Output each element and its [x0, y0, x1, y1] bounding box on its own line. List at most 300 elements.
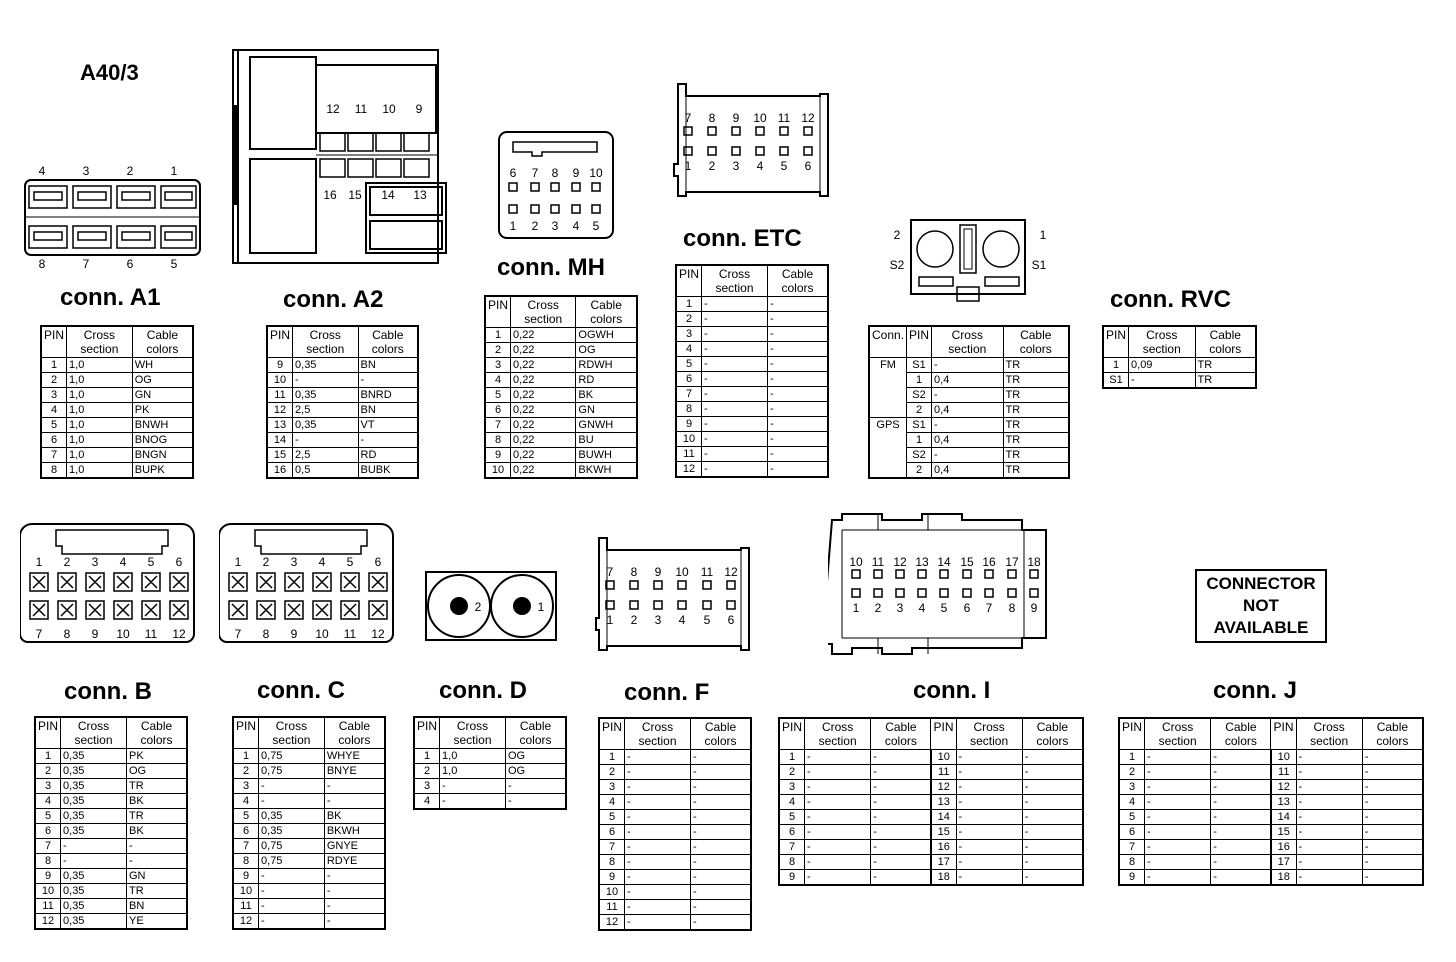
i-pin-11-label: 11: [871, 555, 885, 569]
c-pin-2-label: 2: [262, 555, 270, 569]
table-cell: 6: [1119, 825, 1145, 840]
f-pin-7-label: 7: [606, 565, 614, 579]
table-cell: 9: [779, 870, 805, 886]
header-cross-section: Cross section: [702, 265, 768, 297]
header-cross-section: Cross section: [511, 296, 576, 328]
table-cell: GN: [576, 403, 637, 418]
table-cell: -: [1362, 765, 1423, 780]
table-cell: 4: [233, 794, 259, 809]
table-row: [233, 794, 385, 809]
b-pin-8-label: 8: [63, 627, 71, 641]
table-cell: -: [1022, 855, 1083, 870]
table-cell: 0,22: [511, 448, 576, 463]
table-cell: BN: [358, 358, 418, 373]
table-cell: -: [1296, 870, 1362, 886]
table-cell: 1: [485, 328, 511, 343]
table-cell: 1,0: [67, 448, 133, 463]
table-cell: -: [1296, 840, 1362, 855]
d-pin-1-label: 1: [537, 600, 545, 614]
table-cell: 3: [35, 779, 61, 794]
table-cell: -: [805, 840, 871, 855]
table-row: [233, 899, 385, 914]
table-cell: GNWH: [576, 418, 637, 433]
a1-pin-4-label: 4: [38, 164, 46, 178]
table-cell: 11: [267, 388, 293, 403]
etc-pin-5-label: 5: [780, 159, 788, 173]
a1-pin-6-label: 6: [126, 257, 134, 270]
table-cell: BN: [358, 403, 418, 418]
table-row: [599, 900, 751, 915]
table-cell: TR: [1003, 358, 1069, 373]
table-cell: 2: [485, 343, 511, 358]
table-cell: -: [1022, 795, 1083, 810]
header-cross-section: Cross section: [67, 326, 133, 358]
table-cell: -: [324, 869, 385, 884]
table-cell: 8: [599, 855, 625, 870]
table-cell: BN: [127, 899, 188, 914]
table-cell: -: [1362, 810, 1423, 825]
table-cell: -: [871, 765, 931, 780]
table-cell: 2,5: [293, 448, 358, 463]
c-pin-3-label: 3: [290, 555, 298, 569]
table-cell: 0,75: [259, 764, 325, 779]
table-cell: -: [1022, 780, 1083, 795]
table-row: [41, 373, 193, 388]
table-cell: 10: [267, 373, 293, 388]
table-cell: -: [702, 297, 768, 312]
header-cross-section: Cross section: [259, 717, 325, 749]
table-row: [485, 343, 637, 358]
conn-d-title: conn. D: [439, 677, 527, 704]
table-cell: 11: [35, 899, 61, 914]
table-cell: 1,0: [440, 764, 506, 779]
table-cell: -: [1145, 825, 1211, 840]
table-row: [233, 854, 385, 869]
table-cell: 0,4: [932, 463, 1003, 479]
header-cable-colors: Cable colors: [576, 296, 637, 328]
table-cell: 8: [41, 463, 67, 479]
a2-pin-10-label: 10: [382, 102, 396, 116]
table-cell: -: [1145, 870, 1211, 886]
table-cell: 0,35: [61, 749, 127, 764]
i-pin-12-label: 12: [893, 555, 907, 569]
header-pin: PIN: [599, 718, 625, 750]
table-cell: -: [324, 914, 385, 930]
table-cell: -: [625, 855, 691, 870]
table-cell: 10: [233, 884, 259, 899]
header-pin: PIN: [233, 717, 259, 749]
table-cell: -: [805, 780, 871, 795]
etc-pin-12-label: 12: [801, 111, 815, 125]
table-row: [35, 794, 187, 809]
table-cell: WHYE: [324, 749, 385, 764]
table-cell: BU: [576, 433, 637, 448]
header-cable-colors: Cable colors: [127, 717, 188, 749]
table-cell: TR: [127, 884, 188, 899]
table-cell: 11: [676, 447, 702, 462]
table-cell: RDYE: [324, 854, 385, 869]
f-pin-3-label: 3: [654, 613, 662, 627]
table-cell: BUWH: [576, 448, 637, 463]
a1-pin-5-label: 5: [170, 257, 178, 270]
table-row: [779, 840, 1083, 855]
table-cell: BNRD: [358, 388, 418, 403]
header-cross-section: Cross section: [956, 718, 1022, 750]
pin-table-i: [778, 717, 1084, 886]
table-cell: RD: [358, 448, 418, 463]
table-cell: -: [805, 855, 871, 870]
table-cell: 4: [414, 794, 440, 810]
pin-table-rvc: [1102, 325, 1257, 389]
etc-pin-4-label: 4: [756, 159, 764, 173]
connector-fm-gps-diagram: [885, 215, 1055, 312]
table-row: [1103, 373, 1256, 389]
table-row: [1119, 765, 1423, 780]
table-cell: 0,35: [61, 779, 127, 794]
header-cross-section: Cross section: [1296, 718, 1362, 750]
table-row: [599, 855, 751, 870]
a1-pin-1-label: 1: [170, 164, 178, 178]
table-cell: 0,22: [511, 418, 576, 433]
table-row: [485, 358, 637, 373]
table-cell: 0,22: [511, 373, 576, 388]
table-cell: -: [1145, 795, 1211, 810]
table-cell: 1,0: [67, 463, 133, 479]
table-cell: -: [324, 884, 385, 899]
table-cell: -: [871, 870, 931, 886]
table-cell: -: [871, 840, 931, 855]
table-cell: 12: [931, 780, 956, 795]
table-cell: GPS: [869, 418, 907, 433]
c-pin-6-label: 6: [374, 555, 382, 569]
table-cell: 0,22: [511, 403, 576, 418]
table-cell: -: [691, 840, 752, 855]
table-cell: -: [1145, 765, 1211, 780]
table-cell: BK: [127, 824, 188, 839]
table-row: [233, 749, 385, 764]
table-cell: 18: [931, 870, 956, 886]
table-cell: 6: [233, 824, 259, 839]
table-row: [35, 884, 187, 899]
table-cell: OG: [132, 373, 193, 388]
table-row: [233, 779, 385, 794]
table-cell: -: [1145, 750, 1211, 765]
table-cell: 8: [233, 854, 259, 869]
table-cell: BKWH: [576, 463, 637, 479]
table-cell: -: [61, 839, 127, 854]
header-pin: PIN: [1103, 326, 1129, 358]
table-cell: 0,75: [259, 854, 325, 869]
table-row: [779, 765, 1083, 780]
i-pin-1-label: 1: [852, 601, 860, 615]
pin-table-fm-gps: [868, 325, 1070, 479]
table-cell: BKWH: [324, 824, 385, 839]
f-pin-4-label: 4: [678, 613, 686, 627]
table-cell: -: [956, 765, 1022, 780]
table-cell: -: [768, 372, 829, 387]
table-cell: 12: [35, 914, 61, 930]
table-cell: TR: [127, 779, 188, 794]
table-cell: -: [768, 357, 829, 372]
a2-pin-13-label: 13: [413, 188, 427, 202]
conn-a2-title: conn. A2: [283, 286, 384, 313]
etc-pin-1-label: 1: [684, 159, 692, 173]
table-cell: 14: [1271, 810, 1296, 825]
header-pin: PIN: [931, 718, 956, 750]
table-cell: -: [625, 900, 691, 915]
table-cell: -: [805, 765, 871, 780]
table-cell: 14: [267, 433, 293, 448]
header-pin: PIN: [1271, 718, 1296, 750]
etc-pin-10-label: 10: [753, 111, 767, 125]
table-cell: 6: [599, 825, 625, 840]
table-cell: 0,22: [511, 388, 576, 403]
table-cell: 1: [907, 433, 932, 448]
table-cell: 14: [931, 810, 956, 825]
table-row: [1119, 870, 1423, 886]
table-cell: -: [1022, 870, 1083, 886]
table-cell: 1: [676, 297, 702, 312]
f-pin-11-label: 11: [700, 565, 714, 579]
table-row: [35, 869, 187, 884]
table-cell: -: [625, 795, 691, 810]
table-cell: 0,35: [259, 824, 325, 839]
table-row: [267, 358, 418, 373]
table-cell: BK: [324, 809, 385, 824]
table-cell: -: [768, 327, 829, 342]
table-cell: YE: [127, 914, 188, 930]
table-cell: -: [259, 794, 325, 809]
table-cell: 1: [414, 749, 440, 764]
table-cell: 0,5: [293, 463, 358, 479]
table-cell: -: [691, 915, 752, 931]
table-row: [35, 899, 187, 914]
header-cable-colors: Cable colors: [768, 265, 829, 297]
connector-mh-diagram: [495, 128, 620, 245]
table-cell: 12: [1271, 780, 1296, 795]
table-cell: 7: [779, 840, 805, 855]
table-cell: 1: [41, 358, 67, 373]
table-cell: -: [871, 780, 931, 795]
table-row: [485, 373, 637, 388]
table-cell: -: [956, 825, 1022, 840]
mh-pin-5-label: 5: [592, 219, 600, 233]
header-cross-section: Cross section: [61, 717, 127, 749]
table-cell: -: [702, 342, 768, 357]
mh-pin-8-label: 8: [551, 166, 559, 180]
table-cell: -: [625, 780, 691, 795]
mh-pin-2-label: 2: [531, 219, 539, 233]
header-cable-colors: Cable colors: [132, 326, 193, 358]
table-cell: -: [259, 779, 325, 794]
connector-b-diagram: [20, 522, 195, 652]
table-cell: -: [702, 372, 768, 387]
table-cell: 4: [485, 373, 511, 388]
table-cell: -: [1022, 840, 1083, 855]
table-cell: -: [871, 795, 931, 810]
table-cell: 2: [907, 463, 932, 479]
table-cell: -: [702, 387, 768, 402]
table-cell: 13: [931, 795, 956, 810]
table-cell: 2: [907, 403, 932, 418]
f-pin-2-label: 2: [630, 613, 638, 627]
header-pin: PIN: [41, 326, 67, 358]
table-cell: 6: [35, 824, 61, 839]
table-row: [485, 328, 637, 343]
table-cell: 0,35: [61, 884, 127, 899]
table-cell: 1: [35, 749, 61, 764]
b-pin-5-label: 5: [147, 555, 155, 569]
table-row: [599, 885, 751, 900]
b-pin-6-label: 6: [175, 555, 183, 569]
b-pin-10-label: 10: [116, 627, 130, 641]
table-row: [485, 433, 637, 448]
fm-pin-2-label: 2: [893, 228, 901, 242]
header-cable-colors: Cable colors: [1211, 718, 1271, 750]
table-row: [233, 914, 385, 930]
pin-table-etc: [675, 264, 829, 478]
table-cell: 1,0: [67, 358, 133, 373]
table-row: [599, 765, 751, 780]
connector-i-diagram: [828, 510, 1053, 665]
table-cell: BNWH: [132, 418, 193, 433]
b-pin-2-label: 2: [63, 555, 71, 569]
table-cell: -: [506, 779, 567, 794]
header-pin: PIN: [485, 296, 511, 328]
table-cell: 16: [931, 840, 956, 855]
table-cell: GN: [127, 869, 188, 884]
table-cell: -: [324, 779, 385, 794]
table-cell: 9: [35, 869, 61, 884]
table-cell: 0,22: [511, 463, 576, 479]
table-row: [41, 433, 193, 448]
table-cell: -: [1296, 855, 1362, 870]
table-cell: 1: [599, 750, 625, 765]
table-cell: TR: [1003, 418, 1069, 433]
conn-a1-title: conn. A1: [60, 284, 161, 311]
i-pin-3-label: 3: [896, 601, 904, 615]
table-cell: 1,0: [440, 749, 506, 764]
table-row: [35, 809, 187, 824]
table-cell: 7: [485, 418, 511, 433]
table-cell: -: [1296, 750, 1362, 765]
table-cell: 0,35: [61, 899, 127, 914]
table-cell: -: [805, 810, 871, 825]
table-cell: -: [691, 795, 752, 810]
table-cell: 12: [233, 914, 259, 930]
table-cell: -: [1296, 780, 1362, 795]
table-cell: 9: [233, 869, 259, 884]
table-cell: -: [691, 885, 752, 900]
page-title: A40/3: [80, 60, 139, 85]
header-cross-section: Cross section: [625, 718, 691, 750]
table-cell: -: [932, 448, 1003, 463]
table-cell: -: [1211, 840, 1271, 855]
table-cell: 9: [267, 358, 293, 373]
table-row: [41, 418, 193, 433]
table-cell: -: [1211, 810, 1271, 825]
a2-pin-14-label: 14: [381, 188, 395, 202]
table-row: [233, 809, 385, 824]
table-cell: 3: [233, 779, 259, 794]
table-cell: S2: [907, 388, 932, 403]
table-cell: 7: [233, 839, 259, 854]
table-cell: -: [702, 447, 768, 462]
i-pin-9-label: 9: [1030, 601, 1038, 615]
table-cell: 5: [676, 357, 702, 372]
etc-pin-11-label: 11: [777, 111, 791, 125]
table-row: [676, 462, 828, 478]
table-cell: 4: [599, 795, 625, 810]
table-row: [599, 750, 751, 765]
table-cell: 7: [35, 839, 61, 854]
table-cell: 15: [1271, 825, 1296, 840]
table-cell: -: [702, 417, 768, 432]
table-cell: 7: [41, 448, 67, 463]
table-row: [267, 373, 418, 388]
table-row: [35, 824, 187, 839]
table-row: [676, 297, 828, 312]
table-cell: -: [1362, 825, 1423, 840]
table-cell: -: [691, 780, 752, 795]
table-cell: 0,75: [259, 749, 325, 764]
table-cell: -: [871, 810, 931, 825]
table-row: [869, 403, 1069, 418]
table-cell: 0,35: [259, 809, 325, 824]
table-cell: -: [691, 855, 752, 870]
table-cell: 7: [1119, 840, 1145, 855]
table-cell: -: [1296, 795, 1362, 810]
table-cell: -: [1362, 780, 1423, 795]
b-pin-4-label: 4: [119, 555, 127, 569]
table-cell: 2: [414, 764, 440, 779]
table-cell: 1: [1119, 750, 1145, 765]
table-cell: 11: [233, 899, 259, 914]
d-pin-2-label: 2: [474, 600, 482, 614]
table-cell: 3: [414, 779, 440, 794]
table-row: [267, 418, 418, 433]
etc-pin-8-label: 8: [708, 111, 716, 125]
table-row: [1119, 750, 1423, 765]
table-cell: -: [768, 417, 829, 432]
f-pin-12-label: 12: [724, 565, 738, 579]
table-cell: 0,4: [932, 373, 1003, 388]
table-cell: [869, 448, 907, 463]
table-cell: -: [324, 899, 385, 914]
table-cell: S2: [907, 448, 932, 463]
table-cell: -: [702, 327, 768, 342]
i-pin-18-label: 18: [1027, 555, 1041, 569]
table-row: [869, 463, 1069, 479]
pin-table-d: [413, 716, 567, 810]
table-row: [1119, 780, 1423, 795]
table-cell: -: [956, 810, 1022, 825]
table-row: [35, 749, 187, 764]
connector-f-diagram: [595, 536, 757, 663]
table-row: [676, 312, 828, 327]
table-cell: -: [440, 794, 506, 810]
table-cell: -: [1362, 795, 1423, 810]
table-cell: -: [1022, 825, 1083, 840]
table-cell: 4: [1119, 795, 1145, 810]
table-cell: -: [768, 402, 829, 417]
table-cell: -: [768, 432, 829, 447]
i-pin-2-label: 2: [874, 601, 882, 615]
header-pin: PIN: [35, 717, 61, 749]
table-row: [41, 358, 193, 373]
table-cell: 1: [233, 749, 259, 764]
table-cell: TR: [127, 809, 188, 824]
